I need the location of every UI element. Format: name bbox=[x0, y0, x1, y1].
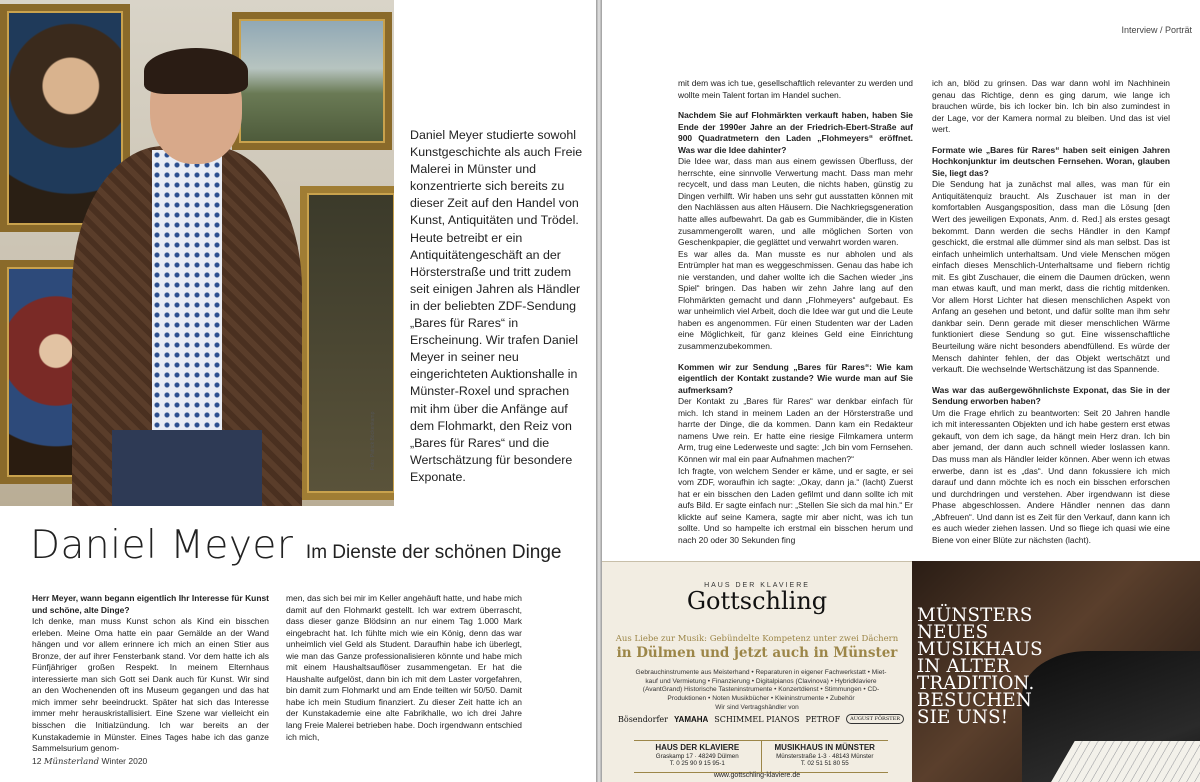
daniel-meyer-figure bbox=[72, 50, 302, 506]
interview-answer: Die Sendung hat ja zunächst mal alles, was man für ein Antiquitätenquiz braucht. Als Zuschauer ist man in der komfortablen Ausgangsposition, dass man die Lösung [den Wert des jeweiligen Exponats, Anm. d. Red.] als erstes gesagt bekommt. Dann werden die sechs Händler in den Kampf geschickt, die erstmal alle dümmer sind als man selbst. Das ist einfach unheimlich unterhaltsam. Und viele Menschen mögen einfach dieses Menschlich-Unterhaltsame und fiebern richtig mit. Es gibt Zuschauer, die einem die Daumen drücken, wenn man etwas kauft, und man merkt, dass die richtig mitdenken. Vor allem Horst Lichter hat diesen menschlichen Aspekt von Anfang an gesehen und betont, und dafür sollte man ihm sehr dankbar sein. Denn gerade mit dieser menschlichen Wärme funktioniert diese Sendung so gut. Eine wissenschaftliche Beurteilung wäre nicht besonders abendfüllend. Es würde der Mensch dahinter fehlen, der das Objekt wertschätzt und verkauft. Die wechselnde Wertschätzung ist das Spannende. bbox=[932, 179, 1170, 375]
slogan-line-2: in Dülmen und jetzt auch in Münster bbox=[616, 645, 898, 661]
section-rubric: Interview / Porträt bbox=[1121, 25, 1192, 35]
logo-wordmark: Gottschling bbox=[686, 587, 828, 615]
portrait-photo bbox=[0, 0, 394, 506]
piano-keys bbox=[1049, 741, 1200, 782]
intro-text: Daniel Meyer studierte sowohl Kunstgeschichte als auch Freie Malerei in Münster und konzentrierte sich bereits zu dieser Zeit auf den Handel von Kunst, Antiquitäten und Trödel. Heute betreibt er ein Antiquitätengeschäft an der Hörsterstraße und tritt zudem seit einigen Jahren als Händler in der beliebten ZDF-Sendung „Bares für Rares“ in Erscheinung. Wir trafen Daniel Meyer in seiner neu eingerichteten Auktionshalle in Münster-Roxel und sprachen mit ihm über die Anfänge auf dem Flohmarkt, den Reiz von „Bares für Rares“ und die Wertschätzung für besondere Exponate. bbox=[410, 128, 583, 484]
interview-answer: Der Kontakt zu „Bares für Rares“ war denkbar einfach für mich. Ich stand in meinem Laden an der Hörsterstraße und harrte der Dinge, die da kommen. Dann kam ein Redakteur namens Uwe rein. Er hatte eine riesige Filmkamera unterm Arm, trug eine Lederweste und sagte: „Ich bin vom Fernsehen. Können wir mal ein paar Aufnahmen machen?“ bbox=[678, 396, 913, 464]
address-street: Graskamp 17 · 48249 Dülmen bbox=[655, 753, 739, 760]
interview-answer: Die Idee war, dass man aus einem gewissen Überfluss, der herrschte, eine sinnvolle Verwertung macht. Dass man mehr recycelt, und dass man Leuten, die nichts haben, günstig zu Dingen verhilft. Wir haben uns sehr gut ausstatten können mit den Nachlässen aus alten Häusern. Die Nachkriegsgeneration hatte alles aufbewahrt. Da gab es Gummibänder, die in Kisten zusammengerollt waren, und alle möglichen Sorten von Geschenkpapier, die geglättet und verwahrt worden waren. bbox=[678, 156, 913, 248]
right-column-2 bbox=[932, 78, 1170, 546]
brand-logos bbox=[618, 714, 904, 724]
headline bbox=[30, 523, 562, 568]
address-dulmen bbox=[634, 741, 761, 772]
slogan-line-1: Aus Liebe zur Musik: Gebündelte Kompetenz unter zwei Dächern bbox=[615, 634, 899, 644]
ad-addresses bbox=[634, 740, 888, 773]
right-page bbox=[602, 0, 1200, 782]
interview-answer: Ich denke, man muss Kunst schon als Kind ein bisschen erleben. Meine Oma hatte ein paar Gemälde an der Wand hängen und vor allem erinnere ich mich an einen Stier aus Bronze, der auf ihrer Fensterbank stand. Vor dem hatte ich als Fünfjähriger großen Respekt. In meinem Elternhaus interessierte man sich Gott sei Dank auch für Kunst. Wir sind an den Wochenenden oft ins Museum gegangen und das hat mich immer sehr beeindruckt. Später hat sich das Interesse immer mehr herauskristallisiert. Eine Szene war vielleicht ein bisschen die Initialzündung. Ich war bereits an der Kunstakademie in Münster. Eines Tages habe ich das ganze Sammelsurium genom- bbox=[32, 616, 269, 754]
left-column-2 bbox=[286, 593, 522, 743]
interview-answer: Um die Frage ehrlich zu beantworten: Seit 20 Jahren handle ich mit interessanten Objekten und ich habe gestern erst etwas gekauft, von dem ich sage, da hängt mein Herz dran. Ich bin aber jemand, der dann auch schnell wieder loslassen kann. Das muss man als Händler leider können. Aber wenn ich etwas erwerbe, dann ist es „das“. Und dann fokussiere ich mich darauf und dann möchte ich es noch ein bisschen erforschen und durchdringen und verstehen. Aber irgendwann ist diese Phase abgeschlossen. Andere Händler nennen das dann „Abfreuen“. Und dann ist es Zeit für den Verkauf, dann kann ich es auch wieder ziehen lassen. Und so fliege ich quasi wie eine Biene von einer Blüte zur nächsten (lacht). bbox=[932, 407, 1170, 545]
address-phone: T. 02 51 51 80 55 bbox=[800, 760, 849, 768]
interview-answer: Es war alles da. Man musste es nur abholen und als Entrümpler hat man es weggeschmissen. Genau das habe ich nie verstanden, und daher wollte ich die Sachen wieder „ins Spiel“ bringen. Das haben wir zehn Jahre lang auf den Flohmärkten gemacht und dann „Flohmeyers“ aufgebaut. Es war unheimlich viel Arbeit, doch die Idee war gut und die Leute haben es angenommen. Für einen Studenten war der Laden eine Möglichkeit, für ganz kleines Geld eine Einrichtung zusammenzubekommen. bbox=[678, 248, 913, 352]
issue-label: Winter 2020 bbox=[101, 756, 148, 766]
left-page bbox=[0, 0, 596, 782]
brand-petrof: PETROF bbox=[805, 714, 841, 724]
interview-answer: men, das sich bei mir im Keller angehäuft hatte, und habe mich damit auf den Flohmarkt gestellt. Ich war extrem überrascht, dass dieser ganze Blödsinn an nur einem Tag 1.000 Mark eingebracht hat. Ich fühlte mich wie ein König, denn das war unheimlich viel Geld als Student. Daraufhin habe ich überlegt, wie man das Ganze professionalisieren könnte und habe mich mit einem Haushaltsauflöser zusammengetan. Er hat die Haushalte aufgelöst, dann bin ich mit dem Laster vorgefahren, bin damit zum Flohmarkt und am Ende teilten wir 50/50. Damit habe ich mein Studium finanziert. Zu dieser Zeit hatte ich an der Kunstakademie eine alte Fabrikhalle, wo ich drei Jahre lang Freie Malerei betrieben habe. Doch irgendwann entschied ich mich, bbox=[286, 593, 522, 742]
jeans bbox=[112, 430, 262, 506]
interview-question: Formate wie „Bares für Rares“ haben seit einigen Jahren Hochkonjunktur im deutschen Fernsehen. Woran, glauben Sie, liegt das? bbox=[932, 144, 1170, 178]
shirt bbox=[152, 150, 222, 450]
headline-subtitle: Im Dienste der schönen Dinge bbox=[305, 542, 562, 563]
photo-credit: Foto: Patrick Böckenkamp bbox=[370, 411, 376, 470]
gottschling-advertisement bbox=[602, 561, 912, 782]
brand-yamaha: YAMAHA bbox=[673, 714, 709, 724]
interview-answer: Ich fragte, von welchem Sender er käme, und er sagte, er sei vom ZDF, woraufhin ich sagte: „Okay, dann ja.“ (lacht) Zuerst hat er ein bisschen den Laden gefilmt und dann sollte ich mit aufs Bild. Er sagte einfach nur: „Stellen Sie sich da mal hin.“ Er klickte auf seine Kamera, sagte mir aber nicht, was ich tun sollte. Und so hampelte ich erstmal ein bisschen herum und nach 20 oder 30 Sekunden fing bbox=[678, 465, 913, 545]
gottschling-logo bbox=[602, 582, 912, 613]
interview-question: Nachdem Sie auf Flohmärkten verkauft haben, haben Sie Ende der 1990er Jahre an der Friedrich-Ebert-Straße auf 900 Quadratmetern den Laden „Flohmeyers“ eröffnet. Was war die Idee dahinter? bbox=[678, 110, 913, 155]
ad-services: Gebrauchinstrumente aus Meisterhand • Reparaturen in eigener Fachwerkstatt • Miet-kauf und Vermietung • Finanzierung • Digitalpianos (Clavinova) • Hybridklaviere (AvantGrand) Historische Tasteninstrumente • Konzertdienst • Stimmungen • CD-Produktionen • Noten Musikbücher • Kleininstrumente • Zubehör bbox=[635, 669, 887, 702]
partners-title: Wir sind Vertragshändler von bbox=[715, 704, 799, 711]
brand-august-forster: AUGUST FÖRSTER bbox=[846, 714, 904, 724]
gilded-frame bbox=[300, 186, 394, 500]
left-column-1 bbox=[32, 593, 269, 755]
ad-photo-text: MÜNSTERS NEUES MUSIKHAUS IN ALTER TRADITION. BESUCHEN SIE UNS! bbox=[917, 605, 1043, 728]
ad-website: www.gottschling-klaviere.de bbox=[713, 772, 801, 779]
address-title: HAUS DER KLAVIERE bbox=[655, 743, 740, 752]
right-column-1 bbox=[678, 78, 913, 546]
address-street: Münsterstraße 1-3 · 48143 Münster bbox=[776, 753, 874, 760]
brand-bosendorfer: Bösendorfer bbox=[618, 714, 668, 724]
brand-schimmel: SCHIMMEL PIANOS bbox=[714, 714, 800, 724]
interview-question: Was war das außergewöhnlichste Exponat, das Sie in der Sendung erworben haben? bbox=[932, 384, 1170, 407]
interview-question: Kommen wir zur Sendung „Bares für Rares“: Wie kam eigentlich der Kontakt zustande? Wie wurde man auf Sie aufmerksam? bbox=[678, 361, 913, 395]
address-title: MUSIKHAUS IN MÜNSTER bbox=[774, 743, 875, 752]
interview-answer: ich an, blöd zu grinsen. Das war dann wohl im Nachhinein genau das Richtige, denn es ging darum, wie lange ich brauchen würde, bis ich locker bin. Ich bin also zumindest in der Lage, vor der Kamera normal zu bleiben. Und das ist viel wert. bbox=[932, 78, 1170, 135]
page-number: 12 bbox=[32, 756, 42, 766]
address-phone: T. 0 25 90 9 15 95-1 bbox=[669, 760, 725, 768]
hair bbox=[144, 48, 248, 94]
logo-tagline: HAUS DER KLAVIERE bbox=[704, 582, 810, 589]
interview-question: Herr Meyer, wann begann eigentlich Ihr Interesse für Kunst und schöne, alte Dinge? bbox=[32, 593, 269, 615]
interview-answer: mit dem was ich tue, gesellschaftlich relevanter zu werden und wollte mein Talent fortan im Handel suchen. bbox=[678, 78, 913, 100]
headline-name: Daniel Meyer bbox=[30, 523, 294, 568]
folio bbox=[32, 756, 147, 767]
ad-slogan bbox=[602, 634, 912, 661]
address-munster bbox=[761, 741, 889, 772]
magazine-name: Münsterland bbox=[43, 757, 100, 767]
ad-piano-photo bbox=[912, 561, 1200, 782]
